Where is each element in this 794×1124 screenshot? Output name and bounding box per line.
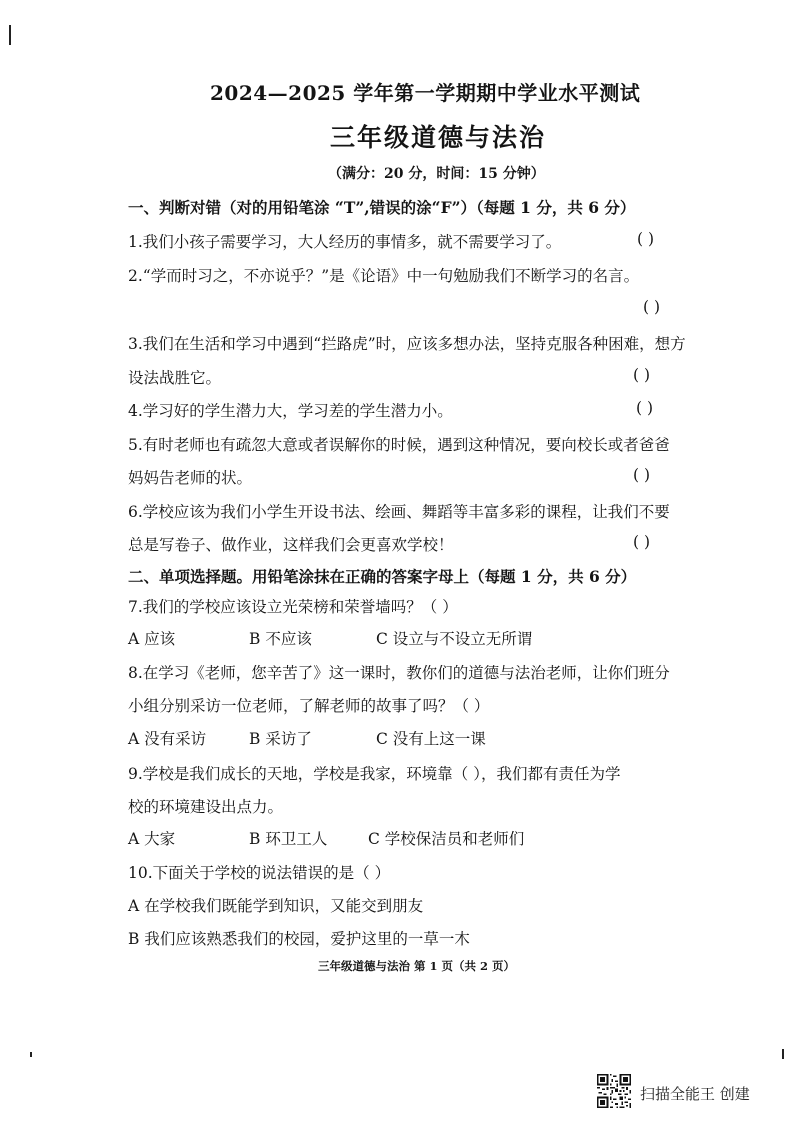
- q10-option-a[interactable]: A 在学校我们既能学到知识，又能交到朋友: [128, 897, 424, 915]
- question-8-line1: 8.在学习《老师，您辛苦了》这一课时，教你们的道德与法治老师，让你们班分: [128, 664, 670, 682]
- answer-blank-6[interactable]: ( ): [633, 533, 651, 551]
- answer-blank-5[interactable]: ( ): [633, 466, 651, 484]
- q8-option-c[interactable]: C 没有上这一课: [376, 730, 486, 748]
- question-6-line1: 6.学校应该为我们小学生开设书法、绘画、舞蹈等丰富多彩的课程，让我们不要: [128, 503, 670, 521]
- q9-option-b[interactable]: B 环卫工人: [249, 830, 328, 848]
- exam-subject: 三年级道德与法治: [330, 123, 547, 152]
- exam-title: 2024—2025 学年第一学期期中学业水平测试: [210, 81, 641, 105]
- question-3-line1: 3.我们在生活和学习中遇到“拦路虎”时，应该多想办法，坚持克服各种困难，想方: [128, 335, 686, 353]
- q8-option-a[interactable]: A 没有采访: [128, 730, 207, 748]
- question-9-line2: 校的环境建设出点力。: [128, 798, 284, 816]
- section1-heading: 一、判断对错（对的用铅笔涂 “T”,错误的涂“F”）（每题 1 分，共 6 分）: [128, 198, 636, 217]
- q8-option-b[interactable]: B 采访了: [249, 730, 312, 748]
- question-9-line1: 9.学校是我们成长的天地，学校是我家，环境靠（ ），我们都有责任为学: [128, 765, 621, 783]
- answer-blank-1[interactable]: ( ): [637, 230, 655, 248]
- exam-score-time: （满分：20 分，时间：15 分钟）: [328, 166, 545, 182]
- scan-mark-top-left: [9, 25, 11, 45]
- answer-blank-3[interactable]: ( ): [633, 366, 651, 384]
- scan-mark-bottom-left: [30, 1052, 32, 1057]
- q10-option-b[interactable]: B 我们应该熟悉我们的校园，爱护这里的一草一木: [128, 930, 470, 948]
- question-4: 4.学习好的学生潜力大，学习差的学生潜力小。: [128, 402, 453, 420]
- answer-blank-2[interactable]: ( ): [643, 298, 661, 316]
- section2-heading: 二、单项选择题。用铅笔涂抹在正确的答案字母上（每题 1 分，共 6 分）: [128, 567, 637, 586]
- q7-option-c[interactable]: C 设立与不设立无所谓: [376, 630, 533, 648]
- question-6-line2: 总是写卷子、做作业，这样我们会更喜欢学校！: [128, 536, 454, 554]
- q9-option-a[interactable]: A 大家: [128, 830, 176, 848]
- q7-option-a[interactable]: A 应该: [128, 630, 176, 648]
- q9-option-c[interactable]: C 学校保洁员和老师们: [368, 830, 525, 848]
- answer-blank-4[interactable]: ( ): [636, 399, 654, 417]
- question-2: 2.“学而时习之，不亦说乎？”是《论语》中一句勉励我们不断学习的名言。: [128, 267, 640, 285]
- page-footer: 三年级道德与法治 第 1 页（共 2 页）: [318, 959, 516, 973]
- question-5-line1: 5.有时老师也有疏忽大意或者误解你的时候，遇到这种情况，要向校长或者爸爸: [128, 436, 670, 454]
- question-10: 10.下面关于学校的说法错误的是（ ）: [128, 864, 391, 882]
- q7-option-b[interactable]: B 不应该: [249, 630, 312, 648]
- question-8-line2: 小组分别采访一位老师，了解老师的故事了吗？（ ）: [128, 697, 490, 715]
- scanner-watermark: 扫描全能王 创建: [640, 1085, 750, 1103]
- scan-mark-bottom-right: [782, 1049, 784, 1059]
- question-1: 1.我们小孩子需要学习，大人经历的事情多，就不需要学习了。: [128, 233, 562, 251]
- question-3-line2: 设法战胜它。: [128, 369, 222, 387]
- question-5-line2: 妈妈告老师的状。: [128, 469, 253, 487]
- qr-code-icon: [597, 1074, 631, 1108]
- question-7: 7.我们的学校应该设立光荣榜和荣誉墙吗？（ ）: [128, 598, 458, 616]
